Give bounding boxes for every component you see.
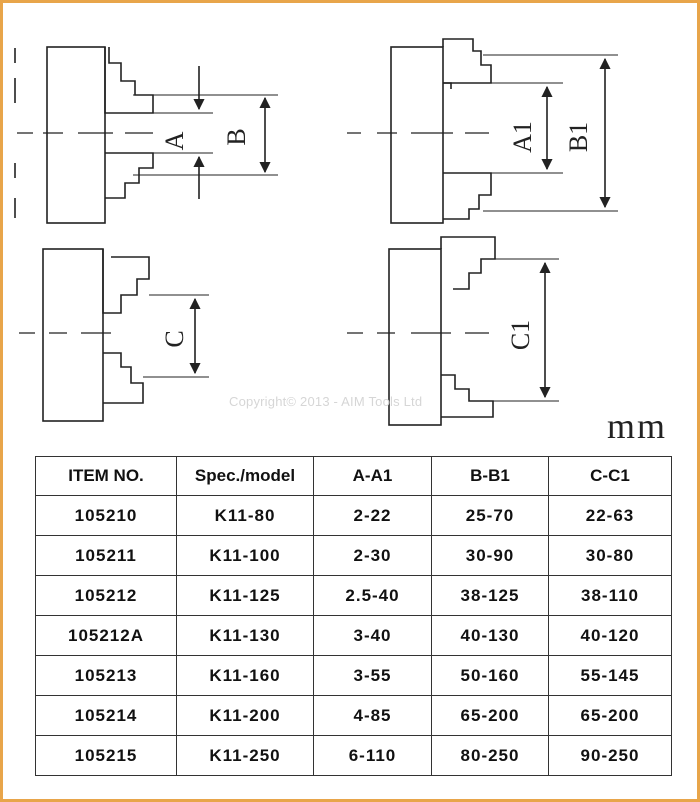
cell-c-c1: 30-80 [549,536,672,576]
table-row [36,656,672,696]
cell-b-b1: 25-70 [432,496,549,536]
cell-item-no: 105212 [36,576,177,616]
cell-a-a1: 2.5-40 [314,576,432,616]
cell-spec-model: K11-250 [177,736,314,776]
cell-item-no: 105211 [36,536,177,576]
cell-c-c1: 90-250 [549,736,672,776]
dim-label-a1: A1 [508,121,537,153]
unit-label: mm [607,406,668,446]
table-row [36,576,672,616]
cell-a-a1: 3-40 [314,616,432,656]
cell-b-b1: 80-250 [432,736,549,776]
copyright-watermark: Copyright© 2013 - AIM Tools Ltd [229,394,423,409]
cell-c-c1: 40-120 [549,616,672,656]
table-row [36,696,672,736]
cell-a-a1: 2-30 [314,536,432,576]
spec-table [35,456,672,776]
table-row [36,736,672,776]
table-row [36,536,672,576]
header-c-c1: C-C1 [549,457,672,496]
cell-b-b1: 65-200 [432,696,549,736]
header-item-no: ITEM NO. [36,457,177,496]
cell-c-c1: 55-145 [549,656,672,696]
cell-spec-model: K11-160 [177,656,314,696]
header-b-b1: B-B1 [432,457,549,496]
cell-a-a1: 6-110 [314,736,432,776]
chuck-jaw-diagram [3,3,697,453]
cell-c-c1: 65-200 [549,696,672,736]
cell-spec-model: K11-130 [177,616,314,656]
dim-label-a: A [160,131,189,151]
cell-item-no: 105213 [36,656,177,696]
dim-label-c: C [160,330,189,348]
cell-item-no: 105210 [36,496,177,536]
cell-item-no: 105214 [36,696,177,736]
cell-item-no: 105212A [36,616,177,656]
cell-b-b1: 30-90 [432,536,549,576]
cell-c-c1: 22-63 [549,496,672,536]
cell-c-c1: 38-110 [549,576,672,616]
cell-a-a1: 2-22 [314,496,432,536]
header-a-a1: A-A1 [314,457,432,496]
cell-b-b1: 50-160 [432,656,549,696]
cell-b-b1: 38-125 [432,576,549,616]
table-row [36,496,672,536]
cell-spec-model: K11-125 [177,576,314,616]
table-row [36,616,672,656]
dim-label-c1: C1 [506,319,535,351]
cell-a-a1: 3-55 [314,656,432,696]
header-spec-model: Spec./model [177,457,314,496]
cell-b-b1: 40-130 [432,616,549,656]
cell-spec-model: K11-200 [177,696,314,736]
cell-spec-model: K11-80 [177,496,314,536]
cell-a-a1: 4-85 [314,696,432,736]
table-header-row [36,457,672,496]
dim-label-b: B [222,128,251,146]
cell-item-no: 105215 [36,736,177,776]
dim-label-b1: B1 [564,121,593,153]
cell-spec-model: K11-100 [177,536,314,576]
